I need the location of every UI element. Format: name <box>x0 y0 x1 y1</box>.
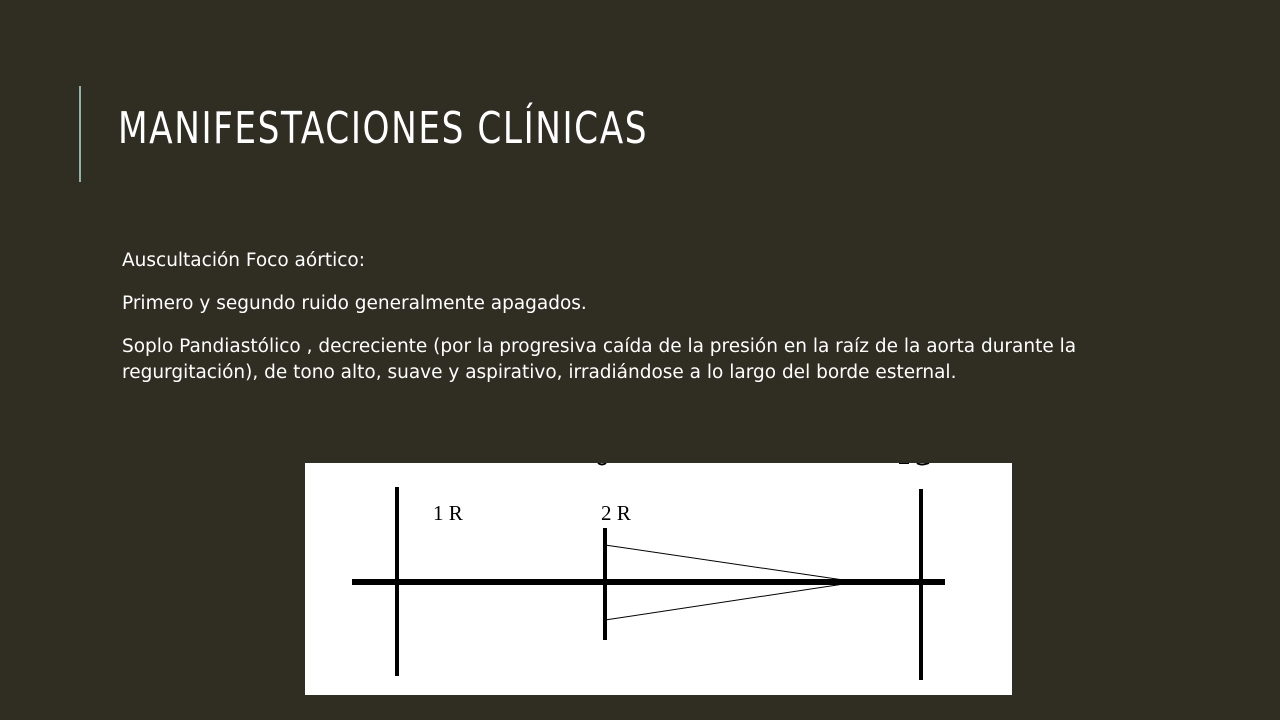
title-accent-bar <box>79 86 81 182</box>
murmur-upper-edge <box>605 545 857 582</box>
murmur-diagram-svg <box>305 463 1012 695</box>
murmur-phonocardiogram-diagram <box>305 463 1012 695</box>
body-paragraph-heart-sounds: Primero y segundo ruido generalmente apagados. <box>122 293 587 314</box>
body-paragraph-auscultation: Auscultación Foco aórtico: <box>122 250 365 271</box>
label-second-sound: 2 R <box>601 501 631 525</box>
murmur-lower-edge <box>605 582 857 620</box>
body-paragraph-murmur: Soplo Pandiastólico , decreciente (por la progresiva caída de la presión en la raíz de la aorta durante la regurgitación), de tono alto, suave y aspirativo, irradiándose a lo largo del borde esternal. <box>122 336 1077 383</box>
slide-body <box>122 248 1092 403</box>
cropped-mark <box>598 463 606 465</box>
slide-title: MANIFESTACIONES CLÍNICAS <box>118 103 649 154</box>
label-first-sound: 1 R <box>433 501 463 525</box>
cropped-mark <box>899 463 929 465</box>
